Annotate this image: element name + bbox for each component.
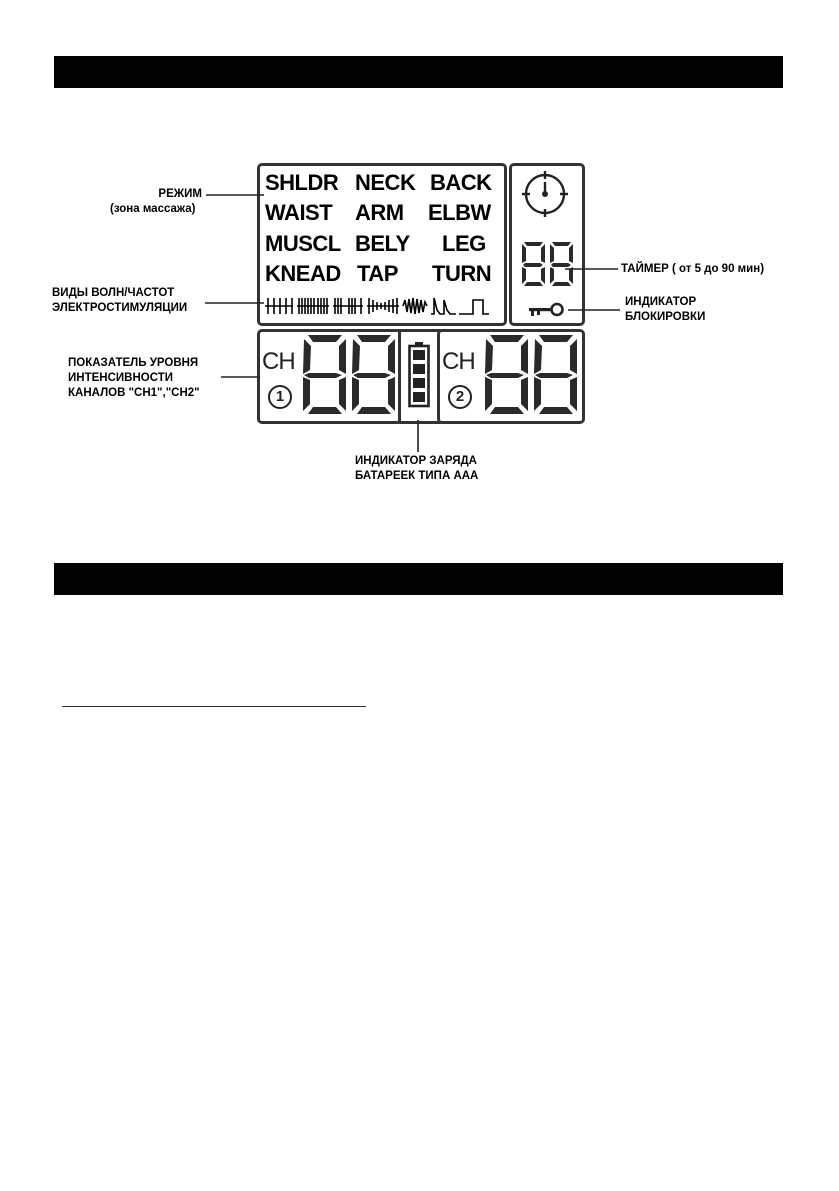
mode-waist: WAIST bbox=[265, 200, 333, 225]
underline-rule bbox=[62, 706, 366, 707]
lock-label bbox=[625, 295, 705, 325]
mode-knead: KNEAD bbox=[265, 261, 341, 286]
mode-tap: TAP bbox=[357, 261, 398, 286]
waveform-label-line1: ВИДЫ ВОЛН/ЧАСТОТ bbox=[52, 287, 175, 299]
waveform-label-line2: ЭЛЕКТРОСТИМУЛЯЦИИ bbox=[52, 302, 188, 314]
intensity-label bbox=[68, 356, 200, 401]
lock-label-line2: БЛОКИРОВКИ bbox=[625, 311, 706, 323]
battery-label-line1: ИНДИКАТОР ЗАРЯДА bbox=[355, 455, 477, 467]
ch2-label: CH bbox=[442, 348, 475, 375]
mode-leg: LEG bbox=[442, 231, 486, 256]
mode-turn: TURN bbox=[432, 261, 492, 286]
mode-arm: ARM bbox=[355, 200, 404, 225]
mode-label-line1: РЕЖИМ bbox=[158, 188, 202, 200]
mode-bely: BELY bbox=[355, 231, 410, 256]
waveform-label bbox=[52, 286, 187, 316]
mode-elbw: ELBW bbox=[428, 200, 491, 225]
battery-label-line2: БАТАРЕЕК ТИПА ААА bbox=[355, 470, 479, 482]
mode-back: BACK bbox=[430, 170, 492, 195]
mode-shldr: SHLDR bbox=[265, 170, 339, 195]
intensity-label-line1: ПОКАЗАТЕЛЬ УРОВНЯ bbox=[68, 357, 199, 369]
intensity-label-line2: ИНТЕНСИВНОСТИ bbox=[68, 372, 174, 384]
timer-label: ТАЙМЕР ( от 5 до 90 мин) bbox=[621, 263, 765, 275]
intensity-label-line3: КАНАЛОВ "CH1","CH2" bbox=[68, 387, 200, 399]
lock-label-line1: ИНДИКАТОР bbox=[625, 296, 697, 308]
mode-neck: NECK bbox=[355, 170, 416, 195]
mode-label bbox=[110, 187, 234, 217]
ch1-number-badge: 1 bbox=[268, 385, 292, 409]
mode-label-line2: (зона массажа) bbox=[110, 203, 196, 215]
battery-label bbox=[355, 454, 478, 484]
mode-muscl: MUSCL bbox=[265, 231, 341, 256]
ch1-label: CH bbox=[262, 348, 295, 375]
ch2-number-badge: 2 bbox=[448, 385, 472, 409]
